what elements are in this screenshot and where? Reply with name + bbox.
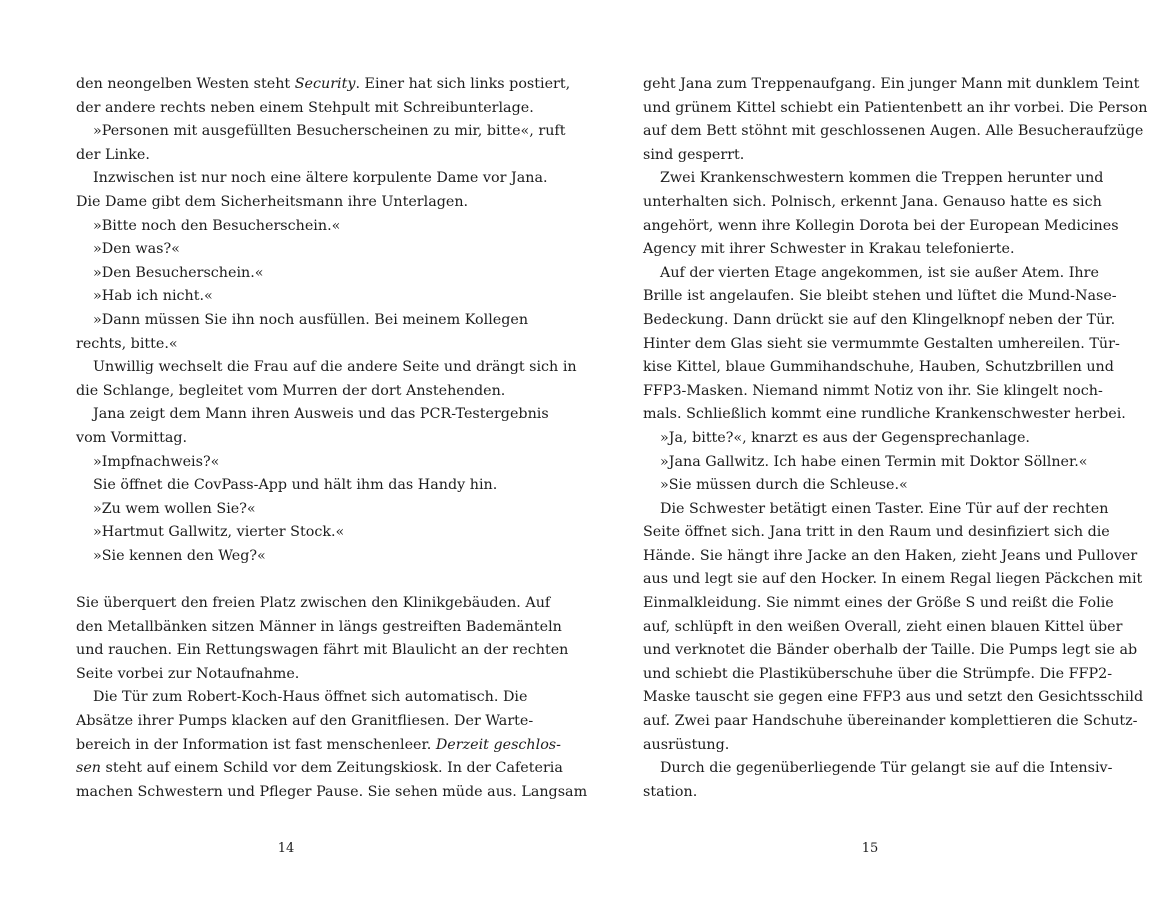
text-run: Hinter dem Glas sieht sie vermummte Gestalten umhereilen. Tür-	[643, 335, 1120, 352]
text-run: auf dem Bett stöhnt mit geschlossenen Augen. Alle Besucheraufzüge	[643, 123, 1144, 140]
text-run: vom Vormittag.	[76, 429, 188, 446]
text-line	[643, 403, 1126, 427]
text-run: auf, schlüpft in den weißen Overall, zieht einen blauen Kittel über	[643, 618, 1123, 635]
text-line	[643, 285, 1117, 309]
text-run: »Den was?«	[93, 241, 180, 258]
text-line	[76, 781, 588, 805]
text-run: »Bitte noch den Besucherschein.«	[93, 217, 341, 234]
text-run: »Sie kennen den Weg?«	[93, 547, 266, 564]
text-line	[643, 474, 1083, 498]
text-line	[643, 120, 1144, 144]
text-run: »Sie müssen durch die Schleuse.«	[660, 477, 908, 494]
text-run: Die Schwester betätigt einen Taster. Eine Tür auf der rechten	[660, 500, 1109, 517]
text-run: der andere rechts neben einem Stehpult mit Schreibunterlage.	[76, 99, 534, 116]
text-run: Brille ist angelaufen. Sie bleibt stehen und lüftet die Mund-Nase-	[643, 288, 1117, 305]
text-line	[643, 734, 1083, 758]
text-run: Unwillig wechselt die Frau auf die andere Seite und drängt sich in	[93, 359, 577, 376]
text-run: unterhalten sich. Polnisch, erkennt Jana. Genauso hatte es sich	[643, 193, 1102, 210]
text-run: »Den Besucherschein.«	[93, 264, 264, 281]
text-line	[76, 403, 549, 427]
text-run: »Zu wem wollen Sie?«	[93, 500, 256, 517]
text-line	[643, 333, 1120, 357]
italic-run: Security	[294, 76, 356, 92]
text-line	[76, 333, 516, 357]
text-run: aus und legt sie auf den Hocker. In einem Regal liegen Päckchen mit	[643, 571, 1143, 588]
text-line	[76, 521, 516, 545]
left-page	[76, 73, 588, 804]
text-run: »Ja, bitte?«, knarzt es aus der Gegensprechanlage.	[660, 429, 1030, 446]
text-line	[76, 592, 551, 616]
text-run: der Linke.	[76, 146, 150, 163]
text-run: und grünem Kittel schiebt ein Patientenbett an ihr vorbei. Die Person	[643, 99, 1148, 116]
text-run: »Hab ich nicht.«	[93, 288, 213, 305]
text-run: Hände. Sie hängt ihre Jacke an den Haken, zieht Jeans und Pullover	[643, 547, 1138, 564]
text-run: »Personen mit ausgefüllten Besucherscheinen zu mir, bitte«, ruft	[93, 123, 566, 140]
text-run: den neongelben Westen steht	[76, 76, 295, 92]
text-line	[76, 427, 516, 451]
text-run: machen Schwestern und Pfleger Pause. Sie sehen müde aus. Langsam	[76, 783, 588, 800]
text-line	[643, 238, 1083, 262]
text-line	[76, 663, 516, 687]
text-line	[76, 238, 516, 262]
text-line	[643, 167, 1104, 191]
text-line	[76, 262, 516, 286]
text-run: FFP3-Masken. Niemand nimmt Notiz von ihr. Sie klingelt noch-	[643, 382, 1103, 399]
text-run: station.	[643, 783, 698, 800]
text-run: Jana zeigt dem Mann ihren Ausweis und das PCR-Testergebnis	[93, 406, 549, 423]
text-line	[76, 639, 569, 663]
text-line	[643, 568, 1143, 592]
text-run: Sie öffnet die CovPass-App und hält ihm das Handy hin.	[93, 477, 498, 494]
text-line	[76, 734, 561, 758]
text-run: auf. Zwei paar Handschuhe übereinander komplettieren die Schutz-	[643, 713, 1138, 730]
text-line	[643, 356, 1114, 380]
text-line	[76, 757, 563, 781]
text-run: »Impfnachweis?«	[93, 453, 220, 470]
text-run: Absätze ihrer Pumps klacken auf den Granitfliesen. Der Warte-	[76, 713, 534, 730]
text-line	[643, 191, 1102, 215]
text-line	[643, 639, 1138, 663]
text-line	[76, 474, 516, 498]
text-run: »Jana Gallwitz. Ich habe einen Termin mit Doktor Söllner.«	[660, 453, 1088, 470]
text-run: Durch die gegenüberliegende Tür gelangt sie auf die Intensiv-	[660, 760, 1113, 777]
text-line	[643, 97, 1148, 121]
text-run: Die Tür zum Robert-Koch-Haus öffnet sich automatisch. Die	[93, 689, 528, 706]
text-line	[643, 498, 1109, 522]
text-line	[643, 427, 1083, 451]
text-line	[76, 498, 516, 522]
text-run: Seite vorbei zur Notaufnahme.	[76, 665, 300, 682]
text-run: Die Dame gibt dem Sicherheitsmann ihre Unterlagen.	[76, 193, 469, 210]
section-break	[76, 568, 516, 592]
text-line	[643, 781, 1083, 805]
text-run: Einmalkleidung. Sie nimmt eines der Größe S und reißt die Folie	[643, 595, 1114, 612]
text-line	[76, 215, 516, 239]
text-line	[76, 356, 577, 380]
text-run: Sie überquert den freien Platz zwischen den Klinikgebäuden. Auf	[76, 595, 551, 612]
text-run: »Dann müssen Sie ihn noch ausfüllen. Bei meinem Kollegen	[93, 311, 529, 328]
page-number-left: 14	[277, 841, 295, 856]
page-number-right: 15	[861, 841, 879, 856]
text-line	[643, 380, 1103, 404]
text-line	[76, 73, 571, 97]
text-line	[76, 616, 562, 640]
text-run: Bedeckung. Dann drückt sie auf den Klingelknopf neben der Tür.	[643, 311, 1116, 328]
text-line	[643, 545, 1138, 569]
text-run: rechts, bitte.«	[76, 335, 178, 352]
text-line	[643, 521, 1110, 545]
text-line	[643, 757, 1113, 781]
text-line	[76, 144, 516, 168]
italic-run: sen	[76, 760, 102, 777]
text-line	[643, 144, 1083, 168]
text-line	[643, 710, 1138, 734]
text-line	[76, 191, 516, 215]
text-run: kise Kittel, blaue Gummihandschuhe, Hauben, Schutzbrillen und	[643, 359, 1114, 376]
text-line	[76, 167, 548, 191]
right-page	[643, 73, 1148, 804]
text-line	[643, 215, 1119, 239]
text-run: Agency mit ihrer Schwester in Krakau telefonierte.	[643, 241, 1015, 258]
text-line	[643, 592, 1114, 616]
text-run: mals. Schließlich kommt eine rundliche Krankenschwester herbei.	[643, 406, 1126, 423]
text-line	[76, 285, 516, 309]
text-line	[643, 73, 1140, 97]
text-line	[76, 97, 534, 121]
text-run: bereich in der Information ist fast menschenleer.	[76, 736, 436, 753]
text-run: Auf der vierten Etage angekommen, ist sie außer Atem. Ihre	[660, 264, 1099, 281]
text-run: steht auf einem Schild vor dem Zeitungskiosk. In der Cafeteria	[101, 760, 563, 777]
text-run: die Schlange, begleitet vom Murren der dort Anstehenden.	[76, 382, 506, 399]
text-line	[76, 686, 528, 710]
text-line	[76, 120, 566, 144]
text-line	[76, 710, 534, 734]
text-run: und rauchen. Ein Rettungswagen fährt mit Blaulicht an der rechten	[76, 642, 569, 659]
text-line	[643, 309, 1116, 333]
text-run: Inzwischen ist nur noch eine ältere korpulente Dame vor Jana.	[93, 170, 548, 187]
text-run: den Metallbänken sitzen Männer in längs gestreiften Bademänteln	[76, 618, 562, 635]
text-line	[76, 380, 516, 404]
italic-run: Derzeit geschlos-	[435, 736, 561, 753]
text-run: Maske tauscht sie gegen eine FFP3 aus und setzt den Gesichtsschild	[643, 689, 1144, 706]
text-run: angehört, wenn ihre Kollegin Dorota bei der European Medicines	[643, 217, 1119, 234]
text-line	[643, 262, 1099, 286]
text-line	[643, 451, 1088, 475]
text-run: Seite öffnet sich. Jana tritt in den Raum und desinfiziert sich die	[643, 524, 1110, 541]
text-run: und schiebt die Plastiküberschuhe über die Strümpfe. Die FFP2-	[643, 665, 1113, 682]
text-run: Zwei Krankenschwestern kommen die Treppen herunter und	[660, 170, 1104, 187]
text-line	[643, 616, 1123, 640]
text-run: geht Jana zum Treppenaufgang. Ein junger Mann mit dunklem Teint	[643, 76, 1140, 92]
text-run: »Hartmut Gallwitz, vierter Stock.«	[93, 524, 345, 541]
text-run: ausrüstung.	[643, 736, 730, 753]
text-line	[76, 545, 516, 569]
text-run: . Einer hat sich links postiert,	[355, 76, 571, 92]
text-run: sind gesperrt.	[643, 146, 745, 163]
text-line	[76, 309, 529, 333]
text-run: und verknotet die Bänder oberhalb der Taille. Die Pumps legt sie ab	[643, 642, 1138, 659]
text-line	[76, 451, 516, 475]
text-line	[643, 686, 1144, 710]
text-line	[643, 663, 1113, 687]
